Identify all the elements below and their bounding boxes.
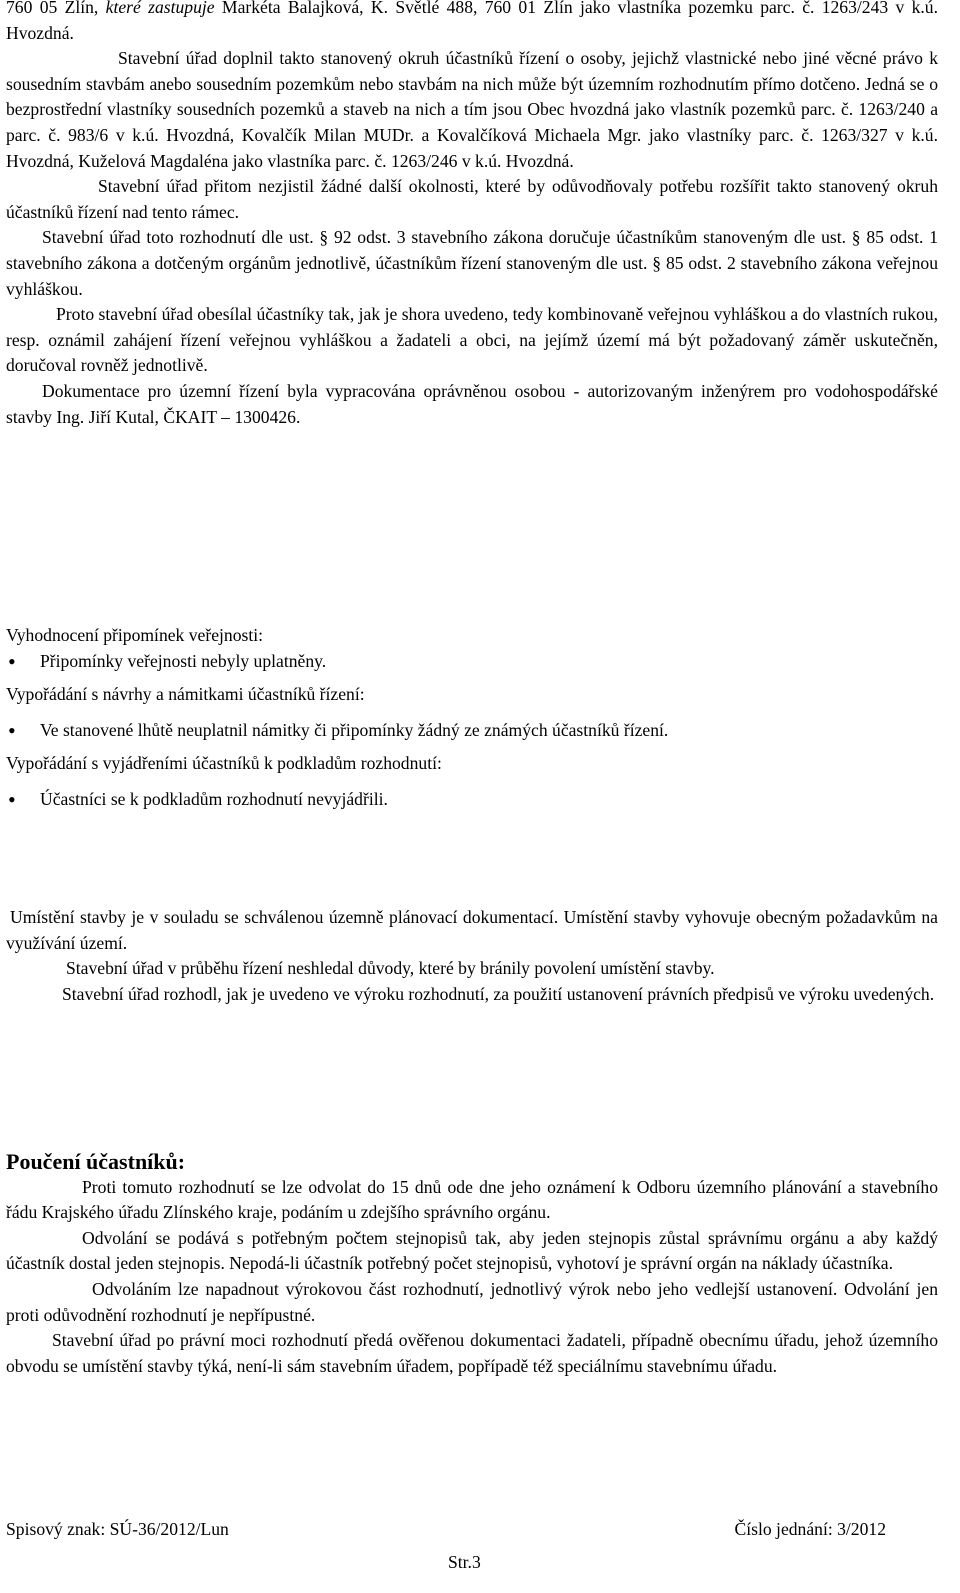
conclusion-section	[6, 905, 938, 1007]
paragraph-no-obstacles: Stavební úřad v průběhu řízení neshledal důvody, které by bránily povolení umístění stavby.	[66, 958, 715, 979]
list-public-comments	[6, 649, 938, 675]
intro-text-italic: které zastupuje	[105, 0, 215, 17]
list-item: • Účastníci se k podkladům rozhodnutí nevyjádřili.	[6, 787, 938, 813]
paragraph-documentation: Dokumentace pro územní řízení byla vypracována oprávněnou osobou - autorizovaným inženýrem pro vodohospodářské stavby Ing. Jiří Kutal, ČKAIT – 1300426.	[6, 380, 938, 427]
evaluation-section	[6, 623, 938, 813]
file-mark: Spisový znak: SÚ-36/2012/Lun	[6, 1519, 229, 1539]
paragraph-notice: Proto stavební úřad obesílal účastníky tak, jak je shora uvedeno, tedy kombinovaně veřejnou vyhláškou a do vlastních rukou, resp. oznámil zahájení řízení veřejnou vyhláškou a žadateli a obci, na jejímž území má být požadovaný záměr uskutečněn, doručoval rovněž jednotlivě.	[6, 304, 938, 376]
intro-text-b: Markéta Balajková, K. Světlé 488, 760 01 Zlín jako vlastníka pozemku parc. č. 1263/243 v k.ú. Hvozdná.	[6, 0, 938, 43]
paragraph-compliance: Umístění stavby je v souladu se schválenou územně plánovací dokumentací. Umístění stavby vyhovuje obecným požadavkům na využívání území.	[6, 907, 938, 953]
paragraph-documentation-handover: Stavební úřad po právní moci rozhodnutí předá ověřenou dokumentaci žadateli, případně obecnímu úřadu, jehož územního obvodu se umístění stavby týká, není-li sám stavebním úřadem, popřípadě též speciálnímu stavebnímu úřadu.	[6, 1330, 938, 1376]
instructions-title: Poučení účastníků:	[6, 1149, 186, 1174]
intro-section	[6, 0, 938, 430]
intro-line-1	[6, 0, 938, 46]
list-item: • Připomínky veřejnosti nebyly uplatněny.	[6, 649, 938, 675]
intro-text-a: 760 05 Zlín,	[6, 0, 106, 17]
heading-objections: Vypořádání s návrhy a námitkami účastníků řízení:	[6, 684, 365, 705]
heading-public-comments: Vyhodnocení připomínek veřejnosti:	[6, 625, 264, 645]
paragraph-appeal-scope: Odvoláním lze napadnout výrokovou část rozhodnutí, jednotlivý výrok nebo jeho vedlejší ustanovení. Odvolání jen proti odůvodnění rozhodnutí je nepřípustné.	[6, 1278, 938, 1325]
heading-statements: Vypořádání s vyjádřeními účastníků k podkladům rozhodnutí:	[6, 753, 442, 774]
paragraph-participants: Stavební úřad doplnil takto stanovený okruh účastníků řízení o osoby, jejichž vlastnické nebo jiné věcné právo k sousedním stavbám anebo sousedním pozemkům nebo stavbám na nich může být územním rozhodnutím přímo dotčeno. Jedná se o bezprostřední vlastníky sousedních pozemků a staveb na nich a tím jsou Obec hvozdná jako vlastník pozemků parc. č. 1263/240 a parc. č. 983/6 v k.ú. Hvozdná, Kovalčík Milan MUDr. a Kovalčíková Michaela Mgr. jako vlastníky parc. č. 1263/327 v k.ú. Hvozdná, Kuželová Magdaléna jako vlastníka parc. č. 1263/246 v k.ú. Hvozdná.	[6, 48, 938, 171]
list-statements	[6, 787, 938, 813]
paragraph-appeal-deadline: Proti tomuto rozhodnutí se lze odvolat do 15 dnů ode dne jeho oznámení k Odboru územního plánování a stavebního řádu Krajského úřadu Zlínského kraje, podáním u zdejšího správního orgánu.	[6, 1176, 938, 1223]
reference-number: Číslo jednání: 3/2012	[734, 1519, 886, 1539]
paragraph-delivery: Stavební úřad toto rozhodnutí dle ust. § 92 odst. 3 stavebního zákona doručuje účastníkům stanoveným dle ust. § 85 odst. 1 stavebního zákona a dotčeným orgánům jednotlivě, účastníkům řízení stanoveným dle ust. § 85 odst. 2 stavebního zákona veřejnou vyhláškou.	[6, 227, 938, 299]
paragraph-no-other-circumstances: Stavební úřad přitom nezjistil žádné další okolnosti, které by odůvodňovaly potřebu rozšířit takto stanovený okruh účastníků řízení nad tento rámec.	[6, 176, 938, 222]
list-item: • Ve stanovené lhůtě neuplatnil námitky či připomínky žádný ze známých účastníků řízení.	[6, 718, 938, 744]
paragraph-appeal-copies: Odvolání se podává s potřebným počtem stejnopisů tak, aby jeden stejnopis zůstal správnímu orgánu a aby každý účastník dostal jeden stejnopis. Nepodá-li účastník potřebný počet stejnopisů, vyhotoví je správní orgán na náklady účastníka.	[6, 1227, 938, 1274]
page-number: Str.3	[448, 1552, 481, 1572]
paragraph-decision: Stavební úřad rozhodl, jak je uvedeno ve výroku rozhodnutí, za použití ustanovení právních předpisů ve výroku uvedených.	[62, 983, 935, 1004]
list-objections	[6, 718, 938, 744]
instructions-section	[6, 1149, 938, 1379]
